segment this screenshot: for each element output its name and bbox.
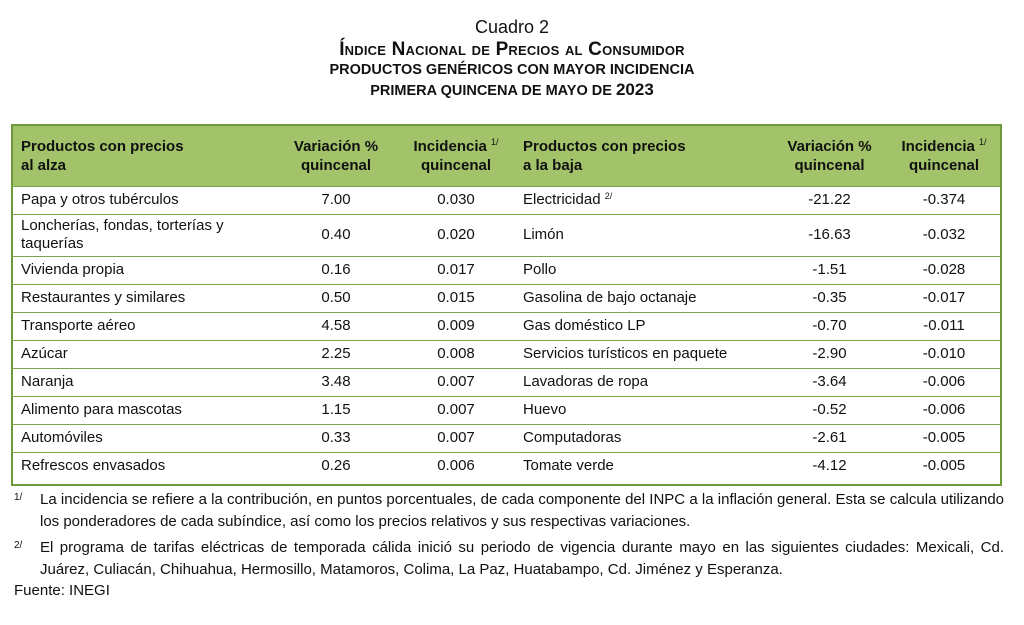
footnote-2-mark: 2/	[14, 540, 23, 551]
up-incidence: 0.015	[437, 289, 475, 306]
up-variation: 2.25	[321, 345, 351, 362]
down-incidence: -0.032	[922, 226, 966, 243]
footnote-marker: 2/	[604, 191, 613, 201]
footnotes	[14, 489, 1004, 601]
up-variation: 3.48	[321, 373, 351, 390]
down-incidence: -0.005	[922, 457, 966, 475]
down-product-name: Servicios turísticos en paquete	[523, 345, 728, 362]
table-row	[13, 214, 1000, 256]
header-down-incidence: Incidencia $^{1/}$ quincenal	[901, 136, 987, 174]
table-row	[13, 284, 1000, 312]
footnote-2	[14, 537, 1004, 581]
down-product-name: Huevo	[523, 401, 567, 418]
up-product-name: Naranja	[21, 373, 74, 390]
down-product-name: Tomate verde	[523, 457, 614, 475]
table-row	[13, 340, 1000, 368]
up-variation: 4.58	[321, 317, 351, 334]
page-subtitle: PRODUCTOS GENÉRICOS CON MAYOR INCIDENCIA	[329, 62, 695, 78]
up-variation: 0.50	[321, 289, 351, 306]
cuadro-label: Cuadro 2	[474, 17, 550, 37]
down-variation: -2.90	[812, 345, 847, 362]
up-variation: 1.15	[321, 401, 351, 418]
down-incidence: -0.010	[922, 345, 966, 362]
up-variation: 0.33	[321, 429, 351, 446]
header-down-product: Productos con precios a la baja	[523, 137, 686, 174]
up-incidence: 0.008	[437, 345, 475, 362]
up-incidence: 0.007	[437, 429, 475, 446]
down-product-name: Computadoras	[523, 429, 622, 446]
up-product-name: Restaurantes y similares	[21, 289, 186, 306]
footnote-2-text: El programa de tarifas eléctricas de temporada cálida inició su periodo de vigencia durante mayo en las siguientes ciudades: Mexicali, Cd. Juárez, Culiacán, Chihuahua, Hermosillo, Matamoros, Colima, La Paz, Huatabampo, Cd. Jiménez y Esperanza.	[40, 539, 1004, 578]
down-incidence: -0.005	[922, 429, 966, 446]
down-incidence: -0.374	[922, 191, 966, 208]
down-product-name: Pollo	[523, 261, 557, 278]
up-product-name: Vivienda propia	[21, 261, 125, 278]
down-variation: -21.22	[808, 191, 851, 208]
up-incidence: 0.009	[437, 317, 475, 334]
up-product-name: Transporte aéreo	[21, 317, 136, 334]
down-incidence: -0.006	[922, 373, 966, 390]
table-row	[13, 256, 1000, 284]
down-variation: -0.52	[812, 401, 847, 418]
up-product-name: Alimento para mascotas	[21, 401, 182, 418]
up-incidence: 0.007	[437, 373, 475, 390]
header-down-variation: Variación % quincenal	[787, 137, 872, 174]
down-variation: -16.63	[808, 226, 851, 243]
period-prefix: PRIMERA QUINCENA DE MAYO DE	[370, 83, 612, 99]
table-row	[13, 186, 1000, 214]
up-variation: 0.26	[321, 457, 351, 475]
header-up-incidence: Incidencia $^{1/}$ quincenal	[413, 136, 499, 174]
table-row	[13, 452, 1000, 480]
incidence-table	[11, 124, 1002, 486]
down-incidence: -0.011	[923, 317, 965, 334]
down-incidence: -0.006	[922, 401, 966, 418]
up-product-name: Papa y otros tubérculos	[21, 191, 179, 208]
up-product-name: Loncherías, fondas, torterías y taquerías	[21, 217, 224, 252]
footnote-1-mark: 1/	[14, 492, 23, 503]
up-incidence: 0.020	[437, 226, 475, 243]
page-title: Índice Nacional de Precios al Consumidor	[339, 39, 685, 60]
down-product-name: Gas doméstico LP	[523, 317, 646, 334]
table-row	[13, 312, 1000, 340]
up-product-name: Refrescos envasados	[21, 457, 166, 475]
down-variation: -2.61	[812, 429, 847, 446]
down-incidence: -0.028	[922, 261, 966, 278]
down-incidence: -0.017	[922, 289, 966, 306]
up-variation: 0.16	[321, 261, 351, 278]
title-block	[0, 16, 1024, 101]
source-label: Fuente: INEGI	[14, 582, 110, 599]
footnote-1-text: La incidencia se refiere a la contribución, en puntos porcentuales, de cada componente del INPC a la inflación general. Esta se calcula utilizando los ponderadores de cada subíndice, así como los precios relativos y sus respectivas variaciones.	[40, 491, 1004, 530]
period-label	[0, 80, 1024, 101]
up-variation: 0.40	[321, 226, 351, 243]
up-product-name: Azúcar	[21, 345, 68, 362]
up-incidence: 0.030	[437, 191, 475, 208]
up-product-name: Automóviles	[21, 429, 103, 446]
down-variation: -3.64	[812, 373, 847, 390]
table-row	[13, 368, 1000, 396]
down-product-name: Lavadoras de ropa	[523, 373, 649, 390]
down-variation: -1.51	[812, 261, 847, 278]
down-product-name: Limón	[523, 226, 564, 243]
table-row	[13, 424, 1000, 452]
down-variation: -4.12	[812, 457, 847, 475]
footnote-1	[14, 489, 1004, 533]
table-row	[13, 396, 1000, 424]
down-product-name: Electricidad $^{2/}$	[523, 191, 613, 208]
header-up-product: Productos con precios al alza	[21, 137, 184, 174]
up-incidence: 0.017	[437, 261, 475, 278]
down-variation: -0.35	[812, 289, 847, 306]
table-header-row	[13, 126, 1000, 186]
down-variation: -0.70	[812, 317, 847, 334]
period-year: 2023	[615, 80, 654, 99]
header-up-variation: Variación % quincenal	[293, 137, 379, 174]
up-variation: 7.00	[321, 191, 351, 208]
down-product-name: Gasolina de bajo octanaje	[523, 289, 697, 306]
up-incidence: 0.006	[437, 457, 475, 475]
up-incidence: 0.007	[437, 401, 475, 418]
